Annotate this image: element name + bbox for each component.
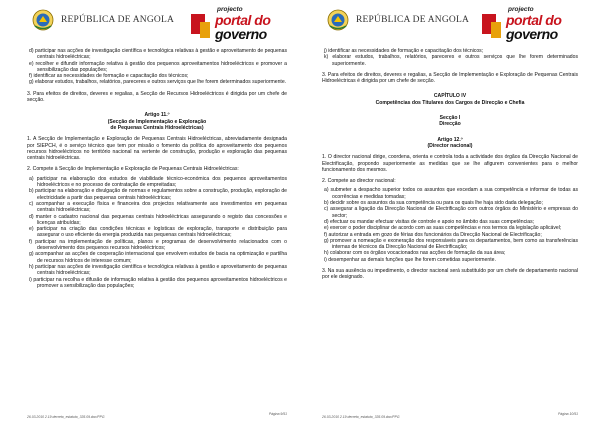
paragraph: 3. Para efeitos de direitos, deveres e regalias, a Secção de Implementação e Exploração de Pequenas Centrais Hidroeléctricas é dirigida por um chefe de secção. (322, 71, 578, 85)
list-item: g) elaborar estudos, trabalhos, relatórios, pareceres e outros serviços que lhe forem determinados superiormente. (29, 79, 287, 86)
list-item: b) decidir sobre os assuntos da sua competência ou para os quais lhe haja sido dada delegação; (324, 200, 543, 207)
list-item: a) participar na elaboração dos estudos de viabilidade técnico-económica dos pequenos aproveitamentos hidroeléctricos e no processo de contratação de empreitadas; (29, 175, 287, 189)
paragraph: 2. Compete à Secção de Implementação e Exploração de Pequenas Centrais Hidroeléctricas: (27, 166, 239, 173)
paragraph: 3. Na sua ausência ou impedimento, o director nacional será substituído por um chefe de departamento nacional por ele designado. (322, 268, 578, 281)
list-item: g) promover a nomeação e exoneração dos responsáveis para os departamentos, bem como as transferências internas de técnicos da Direcção Nacional de Electrificação; (324, 237, 578, 251)
portal-governo-logo (482, 4, 574, 44)
list-item: f) identificar as necessidades de formação e capacitação dos técnicos; (29, 73, 189, 80)
right-page (300, 0, 600, 424)
republica-title: REPÚBLICA DE ANGOLA (356, 15, 470, 25)
section-subtitle: Direcção (439, 121, 461, 128)
list-item: e) exercer o poder disciplinar de acordo com as suas competências e nos termos da legislação aplicável; (324, 225, 562, 232)
page-header (27, 0, 287, 48)
paragraph: 1. A Secção de Implementação e Exploração de Pequenas Centrais Hidroeléctricas, abreviadamente designada por SIEPCH, é o serviço técnico que tem por missão o fomento da política do aproveitamento dos pequenos recursos hidroeléctricos no território nacional na vertente de construção, produção e exploração das pequenas centrais hidroeléctricas. (27, 136, 287, 162)
list-item: i) desempenhar as demais funções que lhe forem cometidas superiormente. (324, 256, 496, 263)
article-title: Artigo 12.º (437, 136, 463, 143)
paragraph: 3. Para efeitos de direitos, deveres e regalias, a Secção de Recursos Hidroeléctricos é dirigida por um chefe de secção. (27, 90, 287, 104)
logo-line-1: projecto (217, 6, 243, 13)
article-subtitle: (Director nacional) (427, 142, 473, 149)
article-title: Artigo 11.º (144, 112, 170, 119)
list-item: k) elaborar estudos, trabalhos, relatórios, pareceres e outros serviços que lhe forem determinados superiormente. (324, 54, 579, 67)
portal-governo-logo (191, 4, 283, 44)
right-body (322, 48, 578, 281)
list-item: h) colaborar com os órgãos vocacionados nas acções de formação da sua área; (324, 250, 506, 257)
list-item: e) participar na criação das condições técnicas e logísticas de exploração, transporte e distribuição para assegurar o uso eficiente da energia produzida nas pequenas centrais hidroeléctricas; (29, 226, 287, 239)
republica-title: REPÚBLICA DE ANGOLA (61, 15, 175, 25)
logo-line-3: governo (215, 26, 267, 42)
angola-emblem-icon (32, 9, 54, 31)
list-item: b) participar na elaboração e divulgação de normas e regulamentos sobre a construção, produção, exploração de electricidade a partir das pequenas centrais hidroeléctricas; (29, 188, 287, 201)
list-item: f) participar na implementação de políticas, planos e programas de desenvolvimento relacionados com o desenvolvimento dos pequenos recursos hidroeléctricos; (29, 238, 288, 252)
list-item: i) participar na recolha e difusão de informação relativa à gestão dos pequenos aproveitamentos hidroeléctricos e promover a sensibilização das populações; (29, 276, 287, 289)
left-body (27, 48, 287, 289)
article-subtitle: de Pequenas Centrais Hidroeléctricas) (110, 124, 204, 131)
chapter-title: CAPÍTULO IV (433, 93, 467, 100)
paragraph: 1. O director nacional dirige, coordena, orienta e controla toda a actividade dos órgãos da Direcção Nacional de Electrificação, propondo superiormente as medidas que se lhe afigurem convenientes para o melhor funcionamento dos mesmos. (322, 154, 578, 173)
section-title: Secção I (439, 115, 461, 122)
page-header (322, 0, 578, 48)
list-item: d) participar nas acções de investigação científica e tecnológica relativas à gestão e aproveitamento de pequenas centrais hidroeléctricas; (29, 48, 287, 61)
logo-line-2: portal do (215, 12, 271, 28)
chapter-subtitle: Competências dos Titulares dos Cargos de Direcção e Chefia (375, 99, 525, 106)
list-item: e) recolher e difundir informação relativa à gestão dos pequenos aproveitamentos hidroeléctricos e promover a sensibilização das populações; (29, 60, 287, 73)
list-item: h) participar nas acções de investigação científica e tecnológica relativas à gestão e aproveitamento de pequenas centrais hidroeléctricas; (29, 263, 287, 277)
list-item: d) manter o cadastro nacional das pequenas centrais hidroeléctricas assegurando o registo das concessões e licenças atribuídas; (29, 213, 287, 226)
paragraph: 2. Compete ao director nacional: (322, 178, 396, 185)
page-number: Página 10/51 (558, 412, 578, 416)
page-number: Página 9/51 (268, 412, 287, 416)
angola-emblem-icon (327, 9, 349, 31)
footer-reference: 26.03.2010 2.19 decreto_estatuto_335.09.doc/PPG (322, 415, 400, 419)
list-item: g) acompanhar as acções de cooperação internacional que envolvem estudos de bacia na optimização e partilha de recursos hídricos de interesse comum; (29, 251, 287, 264)
list-item: d) efectuar ou mandar efectuar visitas de controle e apoio no âmbito das suas competências; (324, 218, 535, 225)
logo-line-2: portal do (506, 12, 562, 28)
list-item: f) autorizar a entrada em gozo de férias dos funcionários da Direcção Nacional de Electrificação; (324, 231, 542, 238)
list-item: j) identificar as necessidades de formação e capacitação dos técnicos; (324, 48, 484, 54)
list-item: c) acompanhar a execução física e financeira dos projectos relativamente aos investimentos em pequenas centrais hidroeléctricas; (29, 200, 287, 214)
article-subtitle: (Secção de Implementação e Exploração (107, 118, 207, 125)
list-item: a) submeter a despacho superior todos os assuntos que excedam a sua competência e informar de todas as ocorrências e medidas tomadas; (324, 187, 578, 200)
footer-reference: 26.03.2010 2.19 decreto_estatuto_335.09.doc/PPG (27, 415, 105, 419)
logo-line-3: governo (506, 26, 558, 42)
list-item: c) assegurar a ligação da Direcção Nacional de Electrificação com outros órgãos do Ministério e empresas do sector; (324, 206, 578, 219)
logo-line-1: projecto (508, 6, 534, 13)
